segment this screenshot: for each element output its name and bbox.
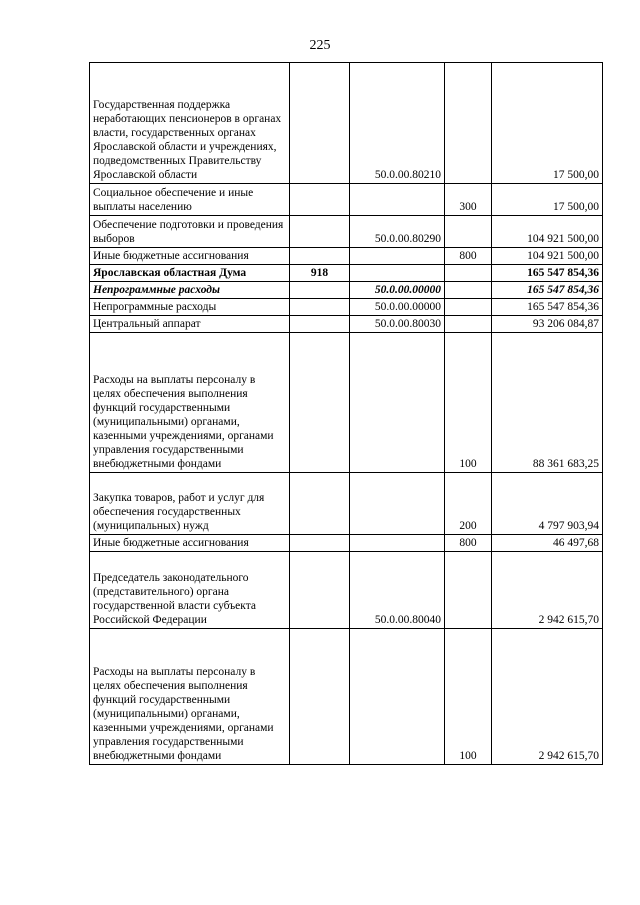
row-name: Расходы на выплаты персоналу в целях обеспечения выполнения функций государственными (муниципальными) органами, казенными учреждениями, органами управления государственными внебюджетными фондами — [90, 333, 290, 473]
table-row — [90, 629, 603, 765]
row-target-code — [350, 265, 445, 282]
row-name: Центральный аппарат — [90, 316, 290, 333]
row-name: Социальное обеспечение и иные выплаты населению — [90, 184, 290, 216]
table-row — [90, 333, 603, 473]
row-target-code — [350, 248, 445, 265]
row-expense-type: 100 — [445, 333, 492, 473]
row-name: Закупка товаров, работ и услуг для обеспечения государственных (муниципальных) нужд — [90, 473, 290, 535]
row-target-code — [350, 473, 445, 535]
table-row — [90, 473, 603, 535]
row-expense-type — [445, 265, 492, 282]
row-gov-code — [290, 282, 350, 299]
row-target-code: 50.0.00.00000 — [350, 282, 445, 299]
row-target-code: 50.0.00.80290 — [350, 216, 445, 248]
row-name: Непрограммные расходы — [90, 282, 290, 299]
row-name: Обеспечение подготовки и проведения выборов — [90, 216, 290, 248]
row-expense-type — [445, 299, 492, 316]
row-target-code: 50.0.00.00000 — [350, 299, 445, 316]
row-amount: 2 942 615,70 — [492, 552, 603, 629]
row-gov-code — [290, 535, 350, 552]
row-gov-code — [290, 184, 350, 216]
row-gov-code — [290, 299, 350, 316]
row-target-code — [350, 184, 445, 216]
row-amount: 2 942 615,70 — [492, 629, 603, 765]
row-target-code: 50.0.00.80210 — [350, 63, 445, 184]
row-name: Иные бюджетные ассигнования — [90, 535, 290, 552]
table-row — [90, 282, 603, 299]
row-name: Расходы на выплаты персоналу в целях обеспечения выполнения функций государственными (муниципальными) органами, казенными учреждениями, органами управления государственными внебюджетными фондами — [90, 629, 290, 765]
row-expense-type: 300 — [445, 184, 492, 216]
budget-table — [89, 62, 603, 765]
row-target-code — [350, 629, 445, 765]
row-amount: 93 206 084,87 — [492, 316, 603, 333]
row-gov-code — [290, 63, 350, 184]
row-gov-code — [290, 248, 350, 265]
row-expense-type — [445, 63, 492, 184]
row-expense-type — [445, 552, 492, 629]
row-expense-type — [445, 316, 492, 333]
row-expense-type: 200 — [445, 473, 492, 535]
row-expense-type — [445, 216, 492, 248]
row-gov-code — [290, 473, 350, 535]
row-gov-code — [290, 333, 350, 473]
row-name: Иные бюджетные ассигнования — [90, 248, 290, 265]
table-row — [90, 552, 603, 629]
row-amount: 17 500,00 — [492, 63, 603, 184]
row-amount: 104 921 500,00 — [492, 248, 603, 265]
table-row — [90, 535, 603, 552]
row-amount: 4 797 903,94 — [492, 473, 603, 535]
row-name: Непрограммные расходы — [90, 299, 290, 316]
table-row — [90, 63, 603, 184]
row-gov-code: 918 — [290, 265, 350, 282]
row-gov-code — [290, 316, 350, 333]
row-amount: 17 500,00 — [492, 184, 603, 216]
row-gov-code — [290, 629, 350, 765]
row-target-code: 50.0.00.80040 — [350, 552, 445, 629]
table-row — [90, 299, 603, 316]
table-row — [90, 265, 603, 282]
table-row — [90, 248, 603, 265]
row-amount: 165 547 854,36 — [492, 265, 603, 282]
row-expense-type — [445, 282, 492, 299]
row-name: Ярославская областная Дума — [90, 265, 290, 282]
row-amount: 88 361 683,25 — [492, 333, 603, 473]
row-target-code: 50.0.00.80030 — [350, 316, 445, 333]
row-expense-type: 800 — [445, 535, 492, 552]
row-target-code — [350, 333, 445, 473]
table-row — [90, 316, 603, 333]
row-amount: 46 497,68 — [492, 535, 603, 552]
table-row — [90, 216, 603, 248]
row-name: Государственная поддержка неработающих пенсионеров в органах власти, государственных органах Ярославской области и учреждениях, подведомственных Правительству Ярославской области — [90, 63, 290, 184]
table-row — [90, 184, 603, 216]
row-gov-code — [290, 216, 350, 248]
row-target-code — [350, 535, 445, 552]
row-amount: 104 921 500,00 — [492, 216, 603, 248]
row-expense-type: 100 — [445, 629, 492, 765]
row-name: Председатель законодательного (представительного) органа государственной власти субъекта Российской Федерации — [90, 552, 290, 629]
row-amount: 165 547 854,36 — [492, 282, 603, 299]
row-expense-type: 800 — [445, 248, 492, 265]
row-gov-code — [290, 552, 350, 629]
page-number: 225 — [309, 38, 331, 53]
row-amount: 165 547 854,36 — [492, 299, 603, 316]
